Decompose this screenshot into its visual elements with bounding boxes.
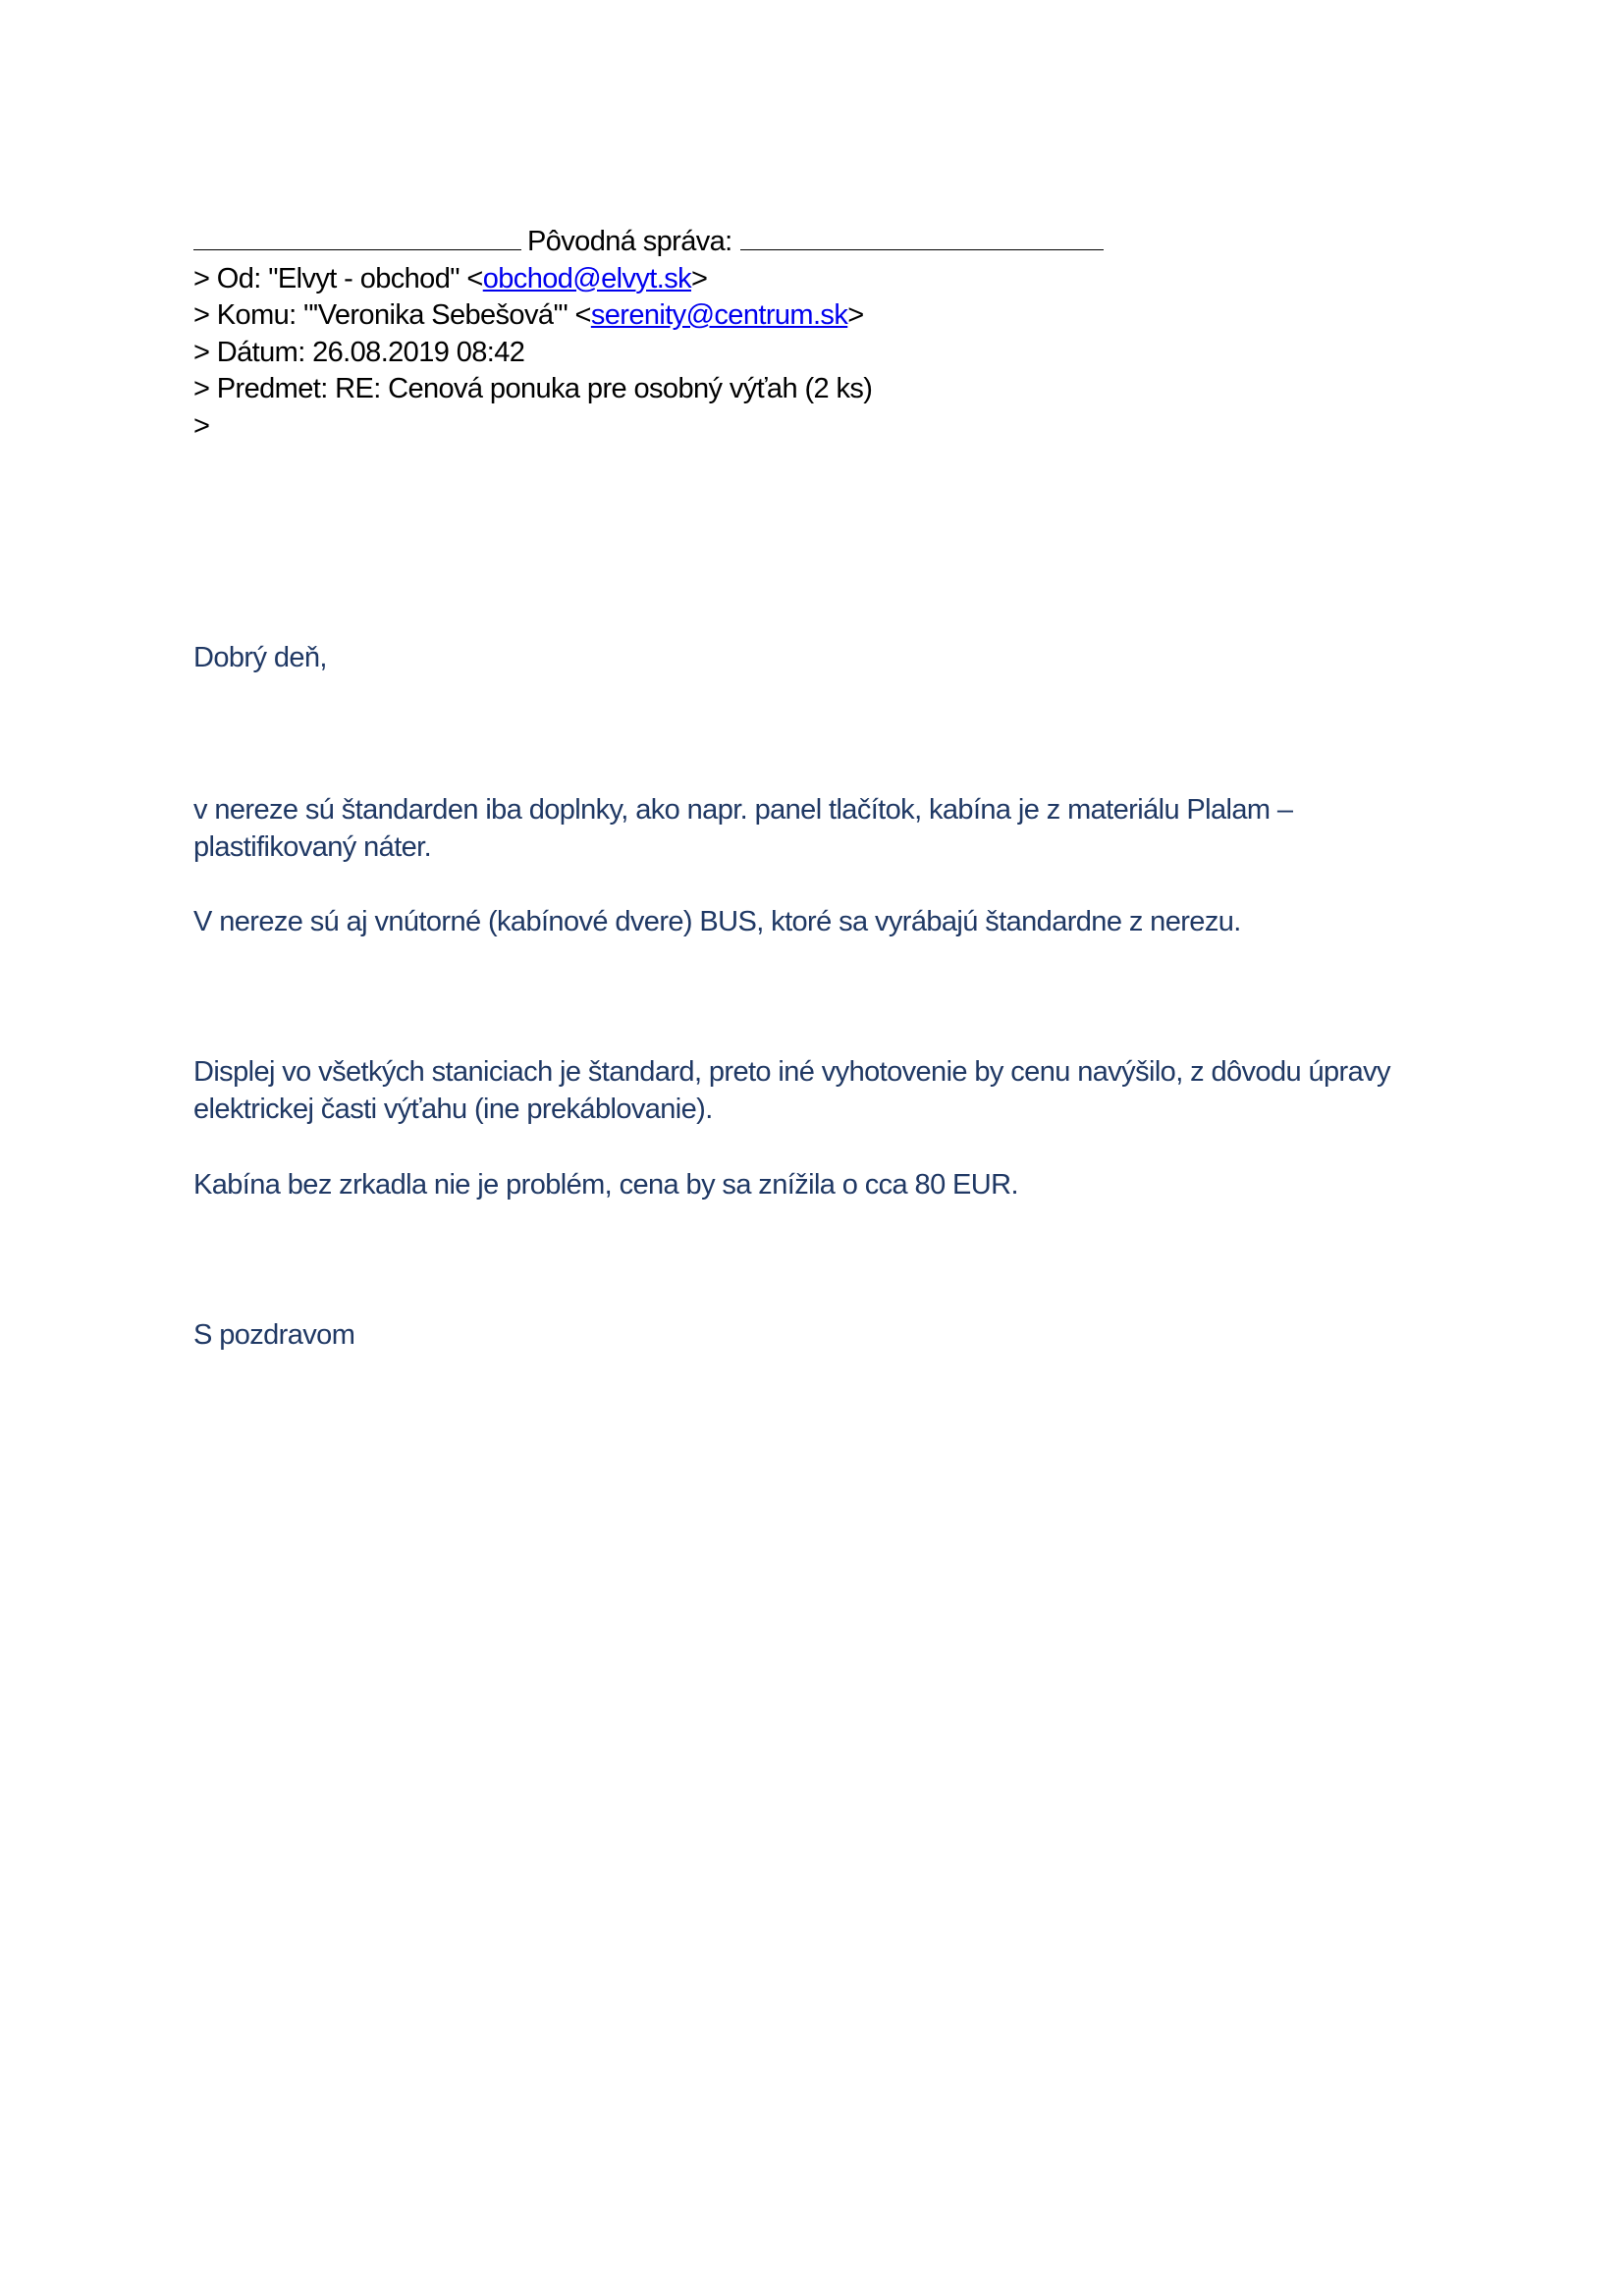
separator-rule-left: [193, 224, 521, 250]
paragraph-1: [193, 792, 1470, 866]
paragraph-2: [193, 904, 1470, 941]
date-line: > Dátum: 26.08.2019 08:42: [193, 336, 525, 368]
to-email-link[interactable]: serenity@centrum.sk: [590, 299, 848, 331]
greeting-text: Dobrý deň,: [193, 642, 327, 673]
original-message-separator: [193, 224, 1470, 261]
subject-line: > Predmet: RE: Cenová ponuka pre osobný výťah (2 ks): [193, 373, 873, 404]
separator-rule-right: [740, 224, 1104, 250]
paragraph-1-line-2: plastifikovaný náter.: [193, 830, 432, 863]
paragraph-3-line-1: Displej vo všetkých staniciach je štandard, preto iné vyhotovenie by cenu navýšilo, z dôvodu úpravy: [193, 1056, 1390, 1088]
closing: [193, 1317, 1470, 1355]
from-line: [193, 261, 1470, 298]
closing-text: S pozdravom: [193, 1319, 355, 1351]
from-prefix: > Od: "Elvyt - obchod" <: [193, 262, 483, 294]
original-message-label: Pôvodná správa:: [527, 226, 732, 257]
to-suffix: >: [847, 299, 864, 331]
to-prefix: > Komu: "'Veronika Sebešová'" <: [193, 299, 591, 331]
paragraph-3: [193, 1054, 1470, 1128]
paragraph-4-text: Kabína bez zrkadla nie je problém, cena by sa znížila o cca 80 EUR.: [193, 1169, 1018, 1201]
from-suffix: >: [691, 262, 708, 294]
paragraph-4: [193, 1167, 1470, 1204]
original-message-header: [193, 224, 1470, 445]
paragraph-2-text: V nereze sú aj vnútorné (kabínové dvere) BUS, ktoré sa vyrábajú štandardne z nerezu.: [193, 906, 1241, 937]
greeting: [193, 640, 1470, 677]
to-line: [193, 297, 1470, 335]
paragraph-3-line-2: elektrickej časti výťahu (ine prekáblovanie).: [193, 1093, 713, 1125]
quote-marker: >: [193, 409, 210, 442]
from-email-link[interactable]: obchod@elvyt.sk: [482, 262, 692, 294]
paragraph-1-line-1: v nereze sú štandarden iba doplnky, ako napr. panel tlačítok, kabína je z materiálu Plalam –: [193, 794, 1293, 826]
